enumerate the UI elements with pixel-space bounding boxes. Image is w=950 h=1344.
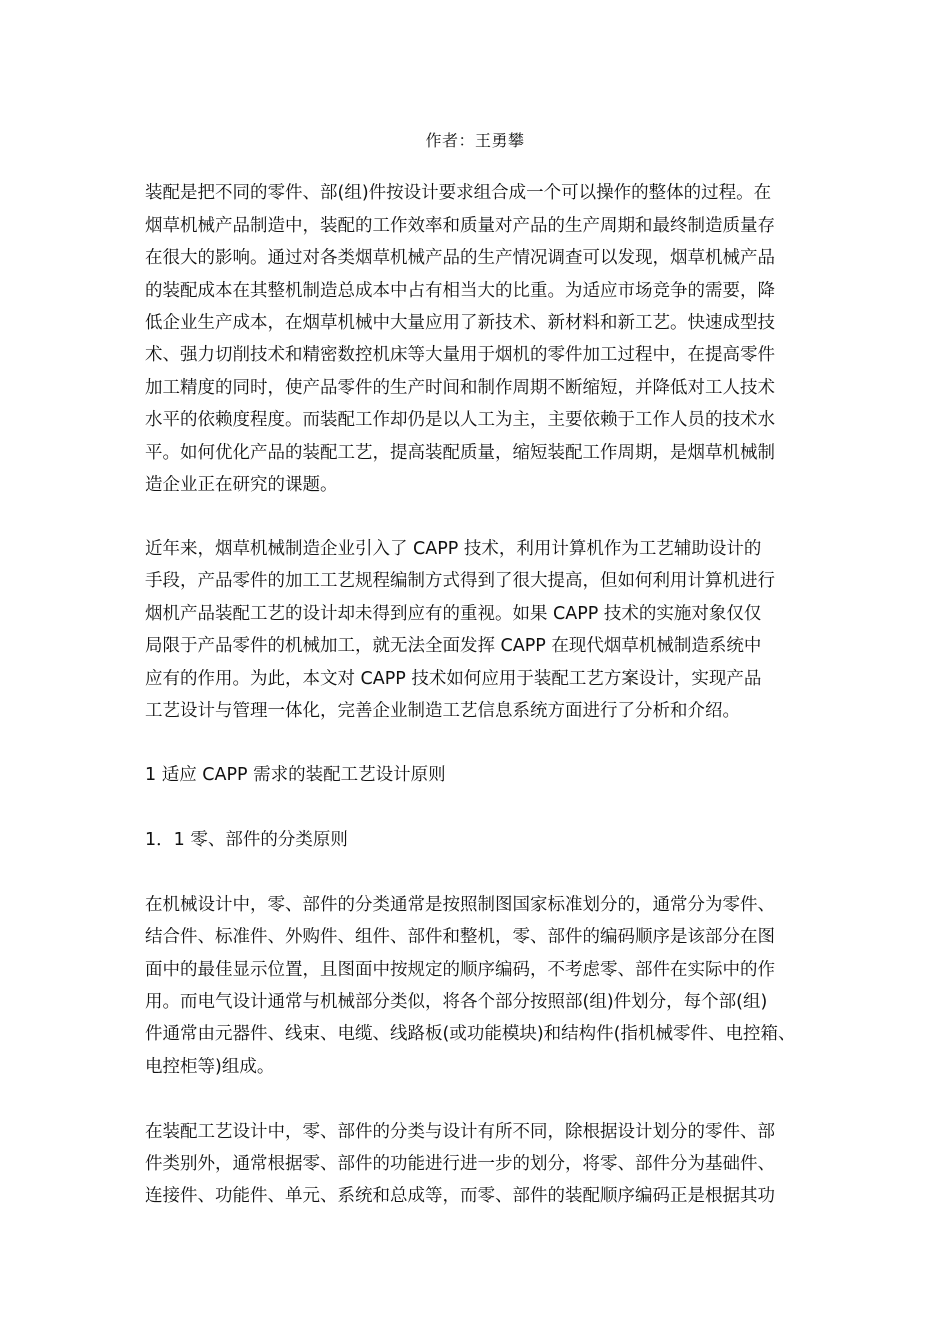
paragraph-1-line: 低企业生产成本，在烟草机械中大量应用了新技术、新材料和新工艺。快速成型技	[145, 313, 775, 333]
paragraph-4-line: 在装配工艺设计中，零、部件的分类与设计有所不同，除根据设计划分的零件、部	[145, 1122, 775, 1142]
paragraph-3-line: 用。而电气设计通常与机械部分类似，将各个部分按照部(组)件划分，每个部(组)	[145, 992, 768, 1012]
paragraph-1-line: 装配是把不同的零件、部(组)件按设计要求组合成一个可以操作的整体的过程。在	[145, 183, 772, 203]
paragraph-1-line: 加工精度的同时，使产品零件的生产时间和制作周期不断缩短，并降低对工人技术	[145, 378, 775, 398]
paragraph-1-line: 造企业正在研究的课题。	[145, 475, 338, 495]
subsection-heading: 1．1 零、部件的分类原则	[145, 830, 348, 850]
paragraph-1-line: 在很大的影响。通过对各类烟草机械产品的生产情况调查可以发现，烟草机械产品	[145, 248, 775, 268]
paragraph-3-line: 件通常由元器件、线束、电缆、线路板(或功能模块)和结构件(指机械零件、电控箱、	[145, 1024, 796, 1044]
paragraph-2-line: 工艺设计与管理一体化，完善企业制造工艺信息系统方面进行了分析和介绍。	[145, 701, 740, 721]
paragraph-2-line: 烟机产品装配工艺的设计却未得到应有的重视。如果 CAPP 技术的实施对象仅仅	[145, 604, 762, 624]
section-heading: 1 适应 CAPP 需求的装配工艺设计原则	[145, 765, 446, 785]
author-line: 作者：王勇攀	[425, 131, 525, 150]
paragraph-3-line: 结合件、标准件、外购件、组件、部件和整机，零、部件的编码顺序是该部分在图	[145, 927, 775, 947]
paragraph-4-line: 连接件、功能件、单元、系统和总成等，而零、部件的装配顺序编码正是根据其功	[145, 1186, 775, 1206]
paragraph-1-line: 的装配成本在其整机制造总成本中占有相当大的比重。为适应市场竞争的需要，降	[145, 281, 775, 301]
paragraph-3-line: 在机械设计中，零、部件的分类通常是按照制图国家标准划分的，通常分为零件、	[145, 895, 775, 915]
paragraph-4-line: 件类别外，通常根据零、部件的功能进行进一步的划分，将零、部件分为基础件、	[145, 1154, 775, 1174]
paragraph-3-line: 面中的最佳显示位置，且图面中按规定的顺序编码，不考虑零、部件在实际中的作	[145, 960, 775, 980]
paragraph-1-line: 术、强力切削技术和精密数控机床等大量用于烟机的零件加工过程中，在提高零件	[145, 345, 775, 365]
paragraph-3-line: 电控柜等)组成。	[145, 1057, 275, 1077]
paragraph-2-line: 手段，产品零件的加工工艺规程编制方式得到了很大提高，但如何利用计算机进行	[145, 571, 775, 591]
paragraph-2-line: 局限于产品零件的机械加工，就无法全面发挥 CAPP 在现代烟草机械制造系统中	[145, 636, 762, 656]
paragraph-2-line: 近年来，烟草机械制造企业引入了 CAPP 技术，利用计算机作为工艺辅助设计的	[145, 539, 762, 559]
paragraph-1-line: 平。如何优化产品的装配工艺，提高装配质量，缩短装配工作周期，是烟草机械制	[145, 443, 775, 463]
paragraph-2-line: 应有的作用。为此，本文对 CAPP 技术如何应用于装配工艺方案设计，实现产品	[145, 669, 762, 689]
paragraph-1-line: 水平的依赖度程度。而装配工作却仍是以人工为主，主要依赖于工作人员的技术水	[145, 410, 775, 430]
paragraph-1-line: 烟草机械产品制造中，装配的工作效率和质量对产品的生产周期和最终制造质量存	[145, 216, 775, 236]
